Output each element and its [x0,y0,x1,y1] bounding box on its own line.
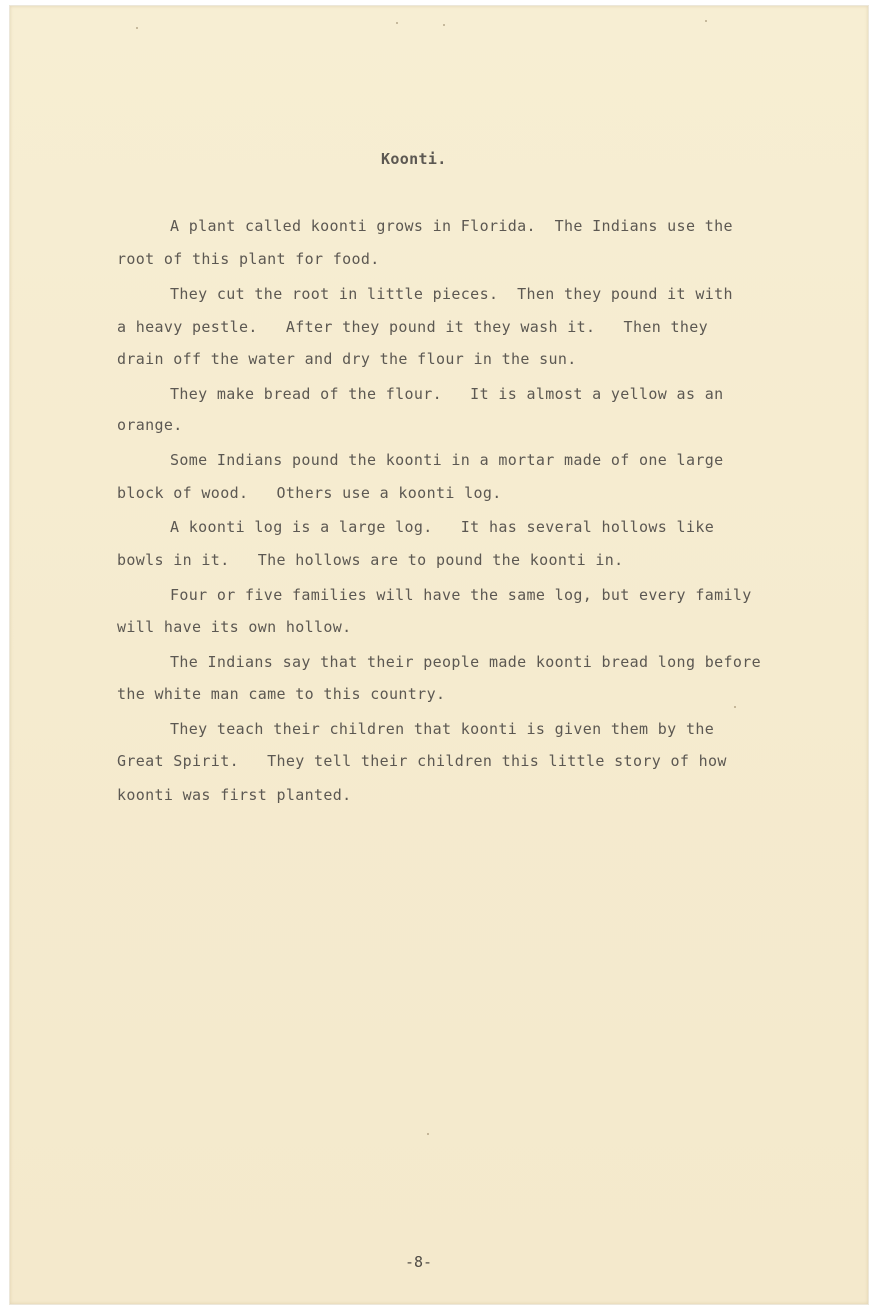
body-line: the white man came to this country. [117,685,446,703]
body-line: They cut the root in little pieces. Then they pound it with [170,285,733,303]
paper-speck [427,1133,429,1135]
body-line: drain off the water and dry the flour in the sun. [117,350,577,368]
body-line: a heavy pestle. After they pound it they wash it. Then they [117,318,708,336]
body-line: orange. [117,416,183,434]
paper-speck [705,20,707,22]
body-line: root of this plant for food. [117,250,380,268]
body-line: block of wood. Others use a koonti log. [117,484,502,502]
body-line: Great Spirit. They tell their children this little story of how [117,752,727,770]
body-line: They make bread of the flour. It is almost a yellow as an [170,385,724,403]
body-line: A koonti log is a large log. It has several hollows like [170,518,715,536]
body-line: will have its own hollow. [117,618,352,636]
body-line: The Indians say that their people made koonti bread long before [170,653,761,671]
body-line: Some Indians pound the koonti in a mortar made of one large [170,451,724,469]
paper-speck [396,22,398,24]
document-title: Koonti. [381,150,447,168]
paper-speck [136,27,138,29]
body-line: They teach their children that koonti is given them by the [170,720,715,738]
page-number: -8- [405,1253,433,1271]
paper-speck [734,706,736,708]
paper-speck [443,24,445,26]
body-line: A plant called koonti grows in Florida. The Indians use the [170,217,733,235]
body-line: koonti was first planted. [117,786,352,804]
body-line: bowls in it. The hollows are to pound the koonti in. [117,551,624,569]
body-line: Four or five families will have the same log, but every family [170,586,752,604]
